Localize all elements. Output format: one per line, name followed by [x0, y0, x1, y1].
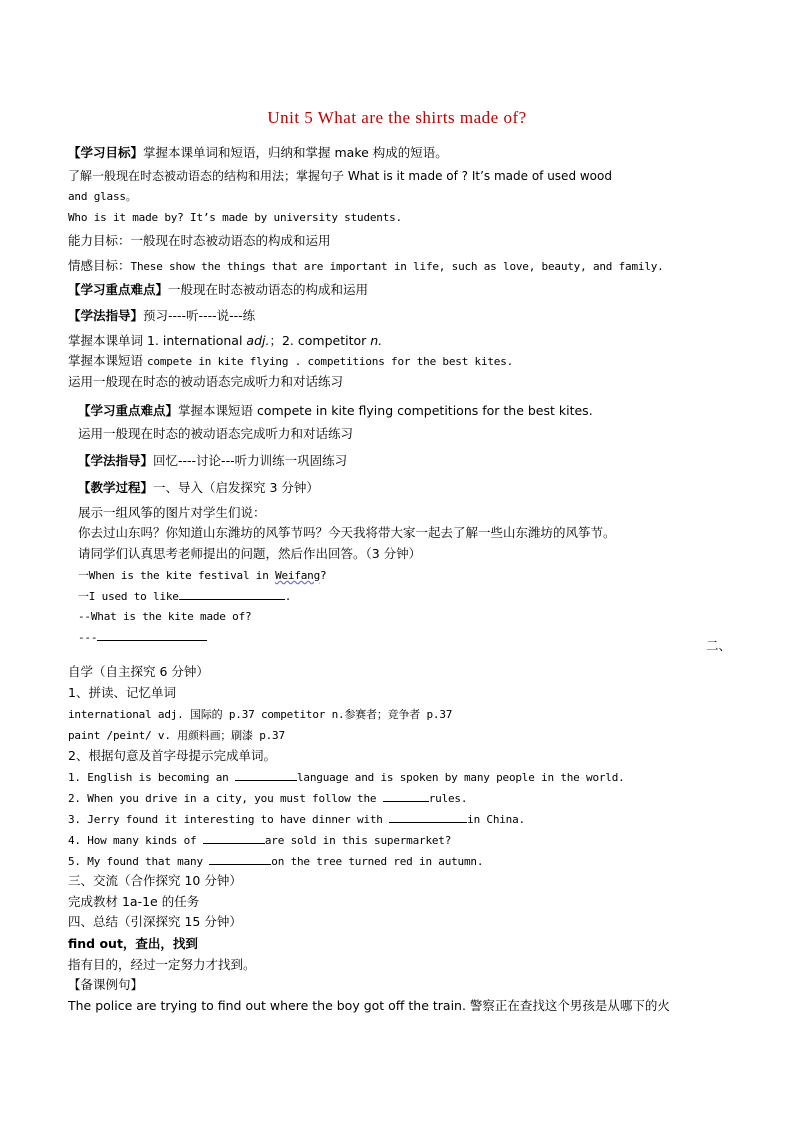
key-points-2-text: 掌握本课短语 compete in kite flying competitions for the best kites. — [178, 403, 593, 418]
phrases-line — [68, 353, 513, 370]
exercise-2-post: rules. — [428, 792, 468, 805]
words-mid: ；2. competitor — [269, 333, 371, 348]
dialog-4-blank — [97, 629, 207, 641]
phrases-prefix: 掌握本课短语 — [68, 353, 147, 368]
key-points-1-tag: 【学习重点难点】 — [68, 282, 169, 297]
words-line — [68, 333, 382, 349]
emotion-goal — [68, 258, 664, 275]
exercise-3-blank[interactable] — [389, 811, 467, 823]
exchange-title: 三、交流（合作探究 10 分钟） — [68, 873, 242, 888]
goals-line-3: and glass。 — [68, 190, 137, 203]
goals-line-2: 了解一般现在时态被动语态的结构和用法；掌握句子 What is it made of ? It’s made of used wood — [68, 169, 612, 183]
practice-line-2: 运用一般现在时态的被动语态完成听力和对话练习 — [78, 426, 354, 441]
exercise-1-post: language and is spoken by many people in the world. — [297, 771, 625, 784]
summary-title: 四、总结（引深探究 15 分钟） — [68, 914, 242, 929]
self-study-title: 自学（自主探究 6 分钟） — [68, 664, 209, 679]
process-intro: 一、导入（启发探究 3 分钟） — [153, 480, 319, 495]
exercise-4-blank[interactable] — [203, 832, 265, 844]
exercise-3-pre: 3. Jerry found it interesting to have dinner with — [68, 813, 390, 826]
phrases-text: compete in kite flying . competitions for the best kites. — [146, 355, 514, 368]
exercise-2-pre: 2. When you drive in a city, you must follow the — [68, 792, 383, 805]
dialog-line-1 — [78, 568, 326, 584]
process-tag: 【教学过程】 — [78, 480, 154, 495]
exercise-3 — [68, 811, 525, 828]
words-prefix: 掌握本课单词 1. international — [68, 333, 247, 348]
dialog-1-end: ? — [320, 569, 327, 582]
section-2-number: 二、 — [706, 638, 732, 653]
exercise-4 — [68, 832, 451, 849]
ask-students: 请同学们认真思考老师提出的问题，然后作出回答。（3 分钟） — [78, 546, 422, 561]
exercise-1 — [68, 769, 625, 786]
exercise-4-post: are sold in this supermarket? — [264, 834, 452, 847]
method-1-tag: 【学法指导】 — [68, 308, 144, 323]
dialog-line-3: --What is the kite made of? — [78, 610, 252, 623]
dialog-1-text: 一When is the kite festival in — [78, 569, 276, 582]
summary-meaning: 指有目的，经过一定努力才找到。 — [68, 957, 256, 972]
words-n: n. — [370, 333, 383, 348]
ability-goal: 能力目标：一般现在时态被动语态的构成和运用 — [68, 233, 331, 248]
vocab-line-1: international adj. 国际的 p.37 competitor n.参赛者；竞争者 p.37 — [68, 708, 453, 721]
summary-phrase: find out，查出，找到 — [68, 936, 198, 951]
exercise-2-blank[interactable] — [383, 790, 429, 802]
method-2-tag: 【学法指导】 — [78, 453, 154, 468]
emotion-text: These show the things that are important in life, such as love, beauty, and family. — [130, 260, 664, 273]
exercise-3-post: in China. — [467, 813, 525, 826]
dialog-2-blank — [179, 588, 285, 600]
key-points-2 — [78, 403, 593, 419]
goals-tag: 【学习目标】 — [68, 145, 144, 160]
dialog-2-end: . — [284, 590, 292, 603]
self-study-sub-2: 2、根据句意及首字母提示完成单词。 — [68, 748, 276, 763]
method-2-text: 回忆----讨论---听力训练一巩固练习 — [153, 453, 348, 468]
key-points-1 — [68, 282, 368, 298]
key-points-2-tag: 【学习重点难点】 — [78, 403, 179, 418]
exercise-5-post: on the tree turned red in autumn. — [271, 855, 484, 868]
exercise-4-pre: 4. How many kinds of — [68, 834, 203, 847]
show-pictures: 展示一组风筝的图片对学生们说： — [78, 505, 266, 520]
dialog-2-text: 一I used to like — [78, 590, 179, 603]
emotion-label: 情感目标： — [68, 258, 131, 273]
exercise-5 — [68, 853, 483, 870]
learning-goals — [68, 145, 448, 161]
dialog-4-text: --- — [78, 631, 98, 644]
dialog-line-4 — [78, 629, 207, 646]
exercise-2 — [68, 790, 467, 807]
page-title: Unit 5 What are the shirts made of? — [267, 108, 527, 127]
example-sentence: The police are trying to find out where the boy got off the train. 警察正在查找这个男孩是从哪下的火 — [68, 998, 670, 1013]
words-adj: adj. — [246, 333, 270, 348]
self-study-sub-1: 1、拼读、记忆单词 — [68, 685, 176, 700]
kite-question: 你去过山东吗？你知道山东潍坊的风筝节吗？今天我将带大家一起去了解一些山东潍坊的风筝节。 — [78, 525, 616, 540]
exercise-5-blank[interactable] — [209, 853, 271, 865]
vocab-line-2: paint /peint/ v. 用颜料画；刷漆 p.37 — [68, 729, 285, 742]
method-1-text: 预习----听----说---练 — [143, 308, 256, 323]
example-tag: 【备课例句】 — [68, 977, 144, 992]
exercise-1-blank[interactable] — [235, 769, 297, 781]
key-points-1-text: 一般现在时态被动语态的构成和运用 — [168, 282, 369, 297]
teaching-process — [78, 480, 319, 496]
dialog-1-weifang: Weifang — [275, 569, 321, 582]
method-1 — [68, 308, 255, 324]
exercise-1-pre: 1. English is becoming an — [68, 771, 235, 784]
goals-line-4: Who is it made by? It’s made by university students. — [68, 211, 402, 224]
exchange-text: 完成教材 1a-1e 的任务 — [68, 894, 200, 909]
goals-text: 掌握本课单词和短语，归纳和掌握 make 构成的短语。 — [143, 145, 448, 160]
practice-line-1: 运用一般现在时态的被动语态完成听力和对话练习 — [68, 374, 344, 389]
exercise-5-pre: 5. My found that many — [68, 855, 210, 868]
method-2 — [78, 453, 347, 469]
dialog-line-2 — [78, 588, 291, 605]
